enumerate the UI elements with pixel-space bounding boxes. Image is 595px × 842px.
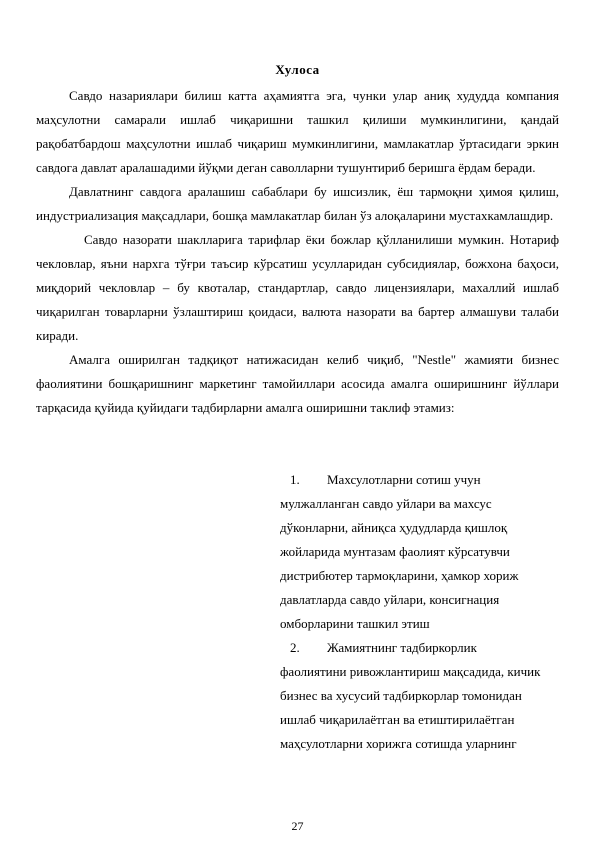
list-item-line: маҳсулотларни хорижга сотишда уларнинг	[280, 736, 517, 751]
list-item-number: 2.	[290, 640, 300, 655]
list-item-text: Жамиятнинг тадбиркорлик	[327, 640, 477, 655]
numbered-list	[280, 468, 562, 756]
paragraph: Савдо назорати шаклларига тарифлар ёки божлар қўлланилиши мумкин. Нотариф чекловлар, яъни нархга тўғри таъсир кўрсатиш усулларидан субсидиялар, божхона баҳоси, миқдорий чекловлар – бу квоталар, стандартлар, савдо лицензиялари, махаллий ишлаб чиқарилган товарларни ўзлаштириш қоидаси, валюта назорати ва бартер алмашуви талаби киради.	[36, 232, 559, 343]
list-item-line: бизнес ва хусусий тадбиркорлар томонидан	[280, 688, 522, 703]
list-item-line: жойларида мунтазам фаолият кўрсатувчи	[280, 544, 510, 559]
paragraph: Давлатнинг савдога аралашиш сабаблари бу ишсизлик, ёш тармоқни ҳимоя қилиш, индустриализация мақсадлари, бошқа мамлакатлар билан ўз алоқаларини мустахкамлашдир.	[36, 184, 559, 223]
paragraph: Амалга оширилган тадқиқот натижасидан келиб чиқиб, "Nestle" жамияти бизнес фаолиятини бошқаришнинг маркетинг тамойиллари асосида амалга оширишнинг йўллари тарқасида қуйида қуйидаги тадбирларни амалга оширишни таклиф этамиз:	[36, 352, 559, 415]
list-item-line: давлатларда савдо уйлари, консигнация	[280, 592, 500, 607]
list-item-line: омборларини ташкил этиш	[280, 616, 430, 631]
page-title: Хулоса	[275, 62, 320, 77]
list-item-line: ишлаб чиқарилаётган ва етиштирилаётган	[280, 712, 515, 727]
list-item-first-line	[280, 636, 562, 660]
paragraph: Савдо назариялари билиш катта аҳамиятга эга, чунки улар аниқ худудда компания маҳсулотни самарали ишлаб чиқаришни ташкил қилиши мумкинлигини, қандай рақобатбардош маҳсулотни ишлаб чиқариш мумкинлигини, мамлакатлар ўртасидаги эркин савдога давлат аралашадими йўқми деган саволларни тушунтириб беришга ёрдам беради.	[36, 88, 559, 175]
body-text	[36, 84, 559, 420]
list-item-line: фаолиятини ривожлантириш мақсадида, кичик	[280, 664, 541, 679]
list-item-text: Махсулотларни сотиш учун	[327, 472, 481, 487]
list-item-first-line	[280, 468, 562, 492]
page-number: 27	[291, 819, 304, 833]
list-item	[280, 636, 562, 756]
list-item-number: 1.	[290, 472, 300, 487]
list-item-line: мулжалланган савдо уйлари ва махсус	[280, 496, 492, 511]
list-item	[280, 468, 562, 636]
list-item-line: дўконларни, айниқса ҳудудларда қишлоқ	[280, 520, 508, 535]
list-item-line: дистрибютер тармоқларини, ҳамкор хориж	[280, 568, 519, 583]
